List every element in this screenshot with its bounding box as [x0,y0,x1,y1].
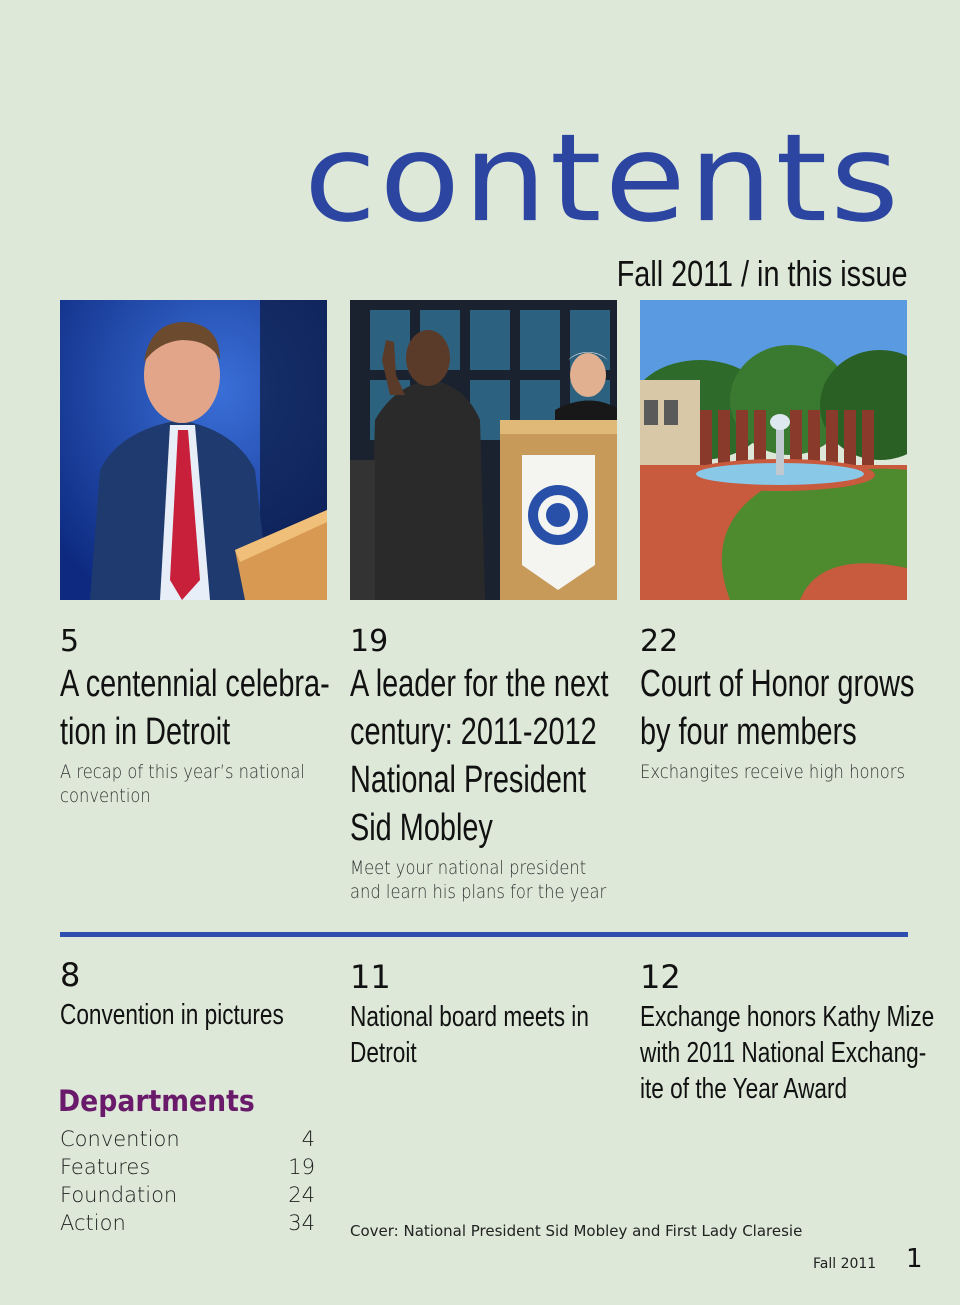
department-item[interactable] [60,1209,315,1237]
department-page: 19 [288,1155,315,1179]
story-page-number: 19 [350,624,389,659]
story-leader[interactable] [350,624,620,904]
story-centennial[interactable] [60,624,330,808]
department-page: 34 [288,1211,315,1235]
story-description: Meet your national president and learn his plans for the year [350,857,607,903]
story-title: Court of Honor grows by four members [640,663,915,753]
department-item[interactable] [60,1125,315,1153]
section-divider [60,932,908,937]
story-description: A recap of this year’s national convention [60,761,305,807]
photo-speaker-podium [60,300,327,600]
photo-oath-podium [350,300,617,600]
department-label: Foundation [60,1183,178,1207]
footer-issue: Fall 2011 [813,1256,877,1272]
departments-heading: Departments [58,1084,255,1118]
story-page-number: 12 [640,958,681,996]
story-page-number: 11 [350,958,391,996]
story-kathy-mize[interactable] [640,960,960,1107]
issue-subtitle: Fall 2011 / in this issue [617,253,908,294]
department-item[interactable] [60,1153,315,1181]
story-page-number: 8 [60,956,81,994]
departments-list [60,1125,315,1237]
photo-court-fountain [640,300,907,600]
department-label: Convention [60,1127,180,1151]
department-page: 4 [301,1127,315,1151]
story-description: Exchangites receive high honors [640,761,906,783]
cover-caption: Cover: National President Sid Mobley and First Lady Claresie [350,1222,803,1240]
masthead-title: contents [303,107,902,250]
department-item[interactable] [60,1181,315,1209]
story-title: A leader for the next century: 2011-2012 National President Sid Mobley [350,663,609,849]
story-page-number: 5 [60,624,80,659]
story-title: National board meets in Detroit [350,1001,589,1070]
story-title: Exchange honors Kathy Mize with 2011 National Exchang- ite of the Year Award [640,1001,935,1106]
department-label: Action [60,1211,126,1235]
story-court-of-honor[interactable] [640,624,915,784]
story-page-number: 22 [640,624,679,659]
story-title: Convention in pictures [60,999,284,1032]
story-title: A centennial celebra- tion in Detroit [60,663,330,753]
department-label: Features [60,1155,151,1179]
footer-page-number: 1 [906,1244,923,1274]
department-page: 24 [288,1183,315,1207]
